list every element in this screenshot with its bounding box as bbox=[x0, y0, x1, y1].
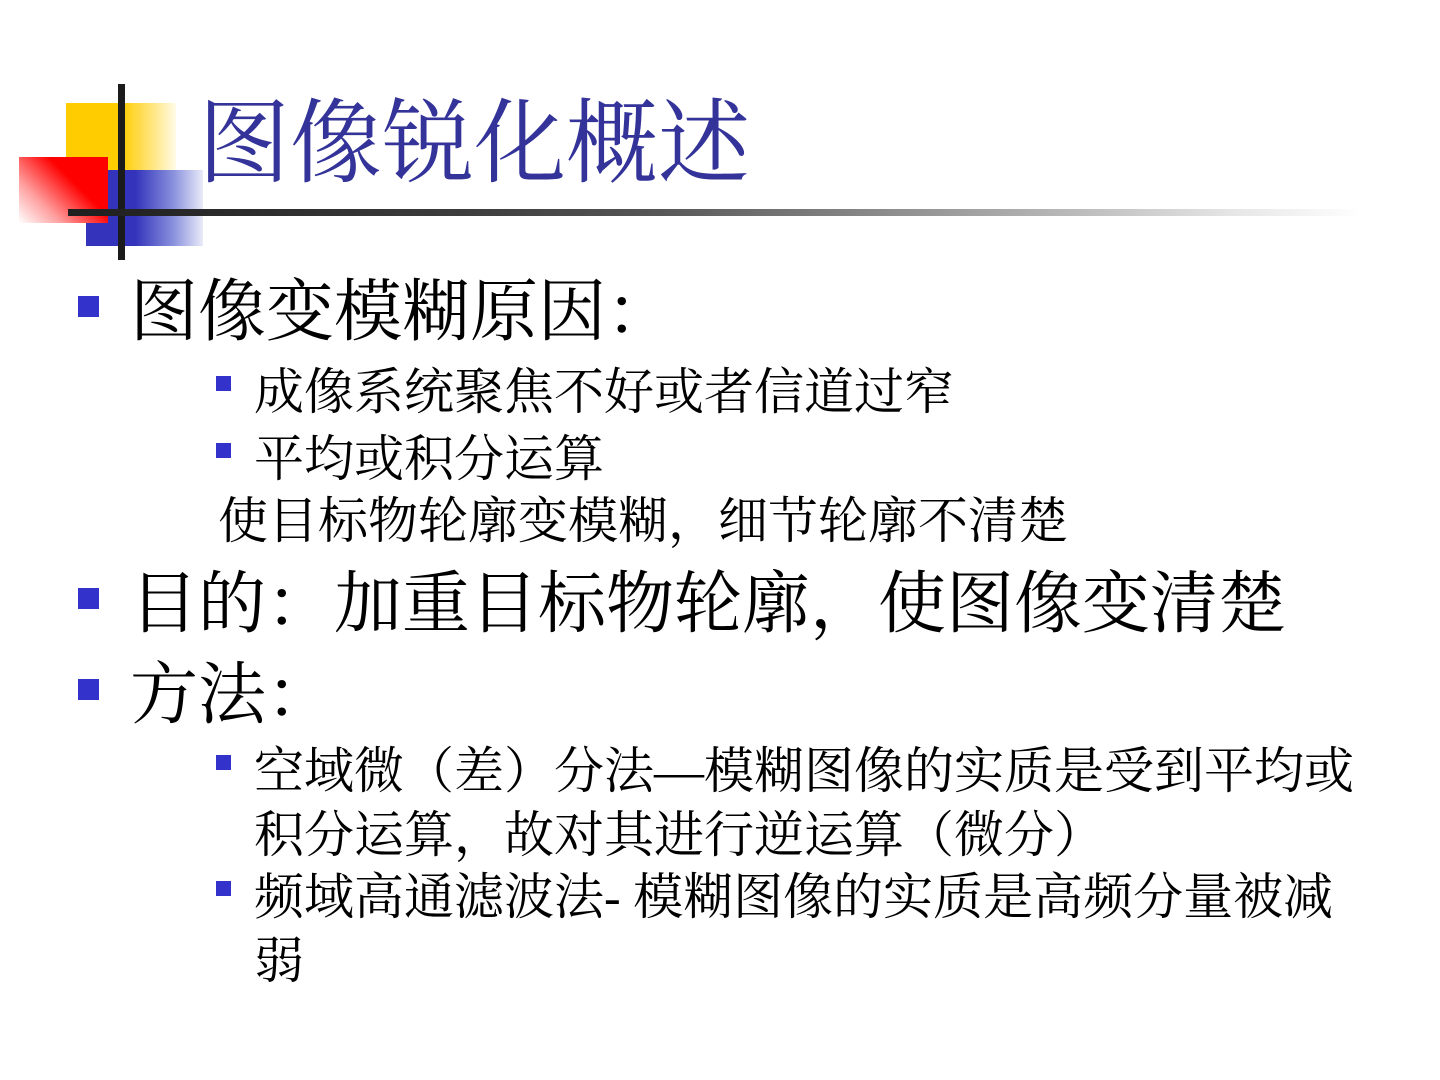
sub-bullet-item bbox=[0, 361, 1440, 425]
bullet-text: 目的：加重目标物轮廓，使图像变清楚 bbox=[130, 566, 1287, 642]
sub-bullet-item bbox=[0, 740, 1440, 867]
bullet-square-icon bbox=[78, 679, 99, 700]
slide-title: 图像锐化概述 bbox=[198, 93, 751, 195]
sub-bullet-text: 频域高通滤波法- 模糊图像的实质是高频分量被减弱 bbox=[254, 869, 1334, 989]
bullet-item bbox=[0, 564, 1440, 644]
continuation-line bbox=[0, 490, 1440, 554]
sub-bullet-text: 成像系统聚焦不好或者信道过窄 bbox=[254, 364, 954, 420]
bullet-square-icon bbox=[78, 296, 99, 317]
decor-vertical-line bbox=[118, 84, 125, 260]
bullet-item bbox=[0, 272, 1440, 352]
bullet-text: 图像变模糊原因： bbox=[130, 274, 675, 350]
continuation-text: 使目标物轮廓变模糊，细节轮廓不清楚 bbox=[218, 493, 1068, 549]
sub-bullet-text: 平均或积分运算 bbox=[254, 431, 604, 487]
bullet-square-icon bbox=[216, 881, 231, 896]
sub-bullet-item bbox=[0, 428, 1440, 492]
bullet-square-icon bbox=[216, 443, 231, 458]
sub-bullet-text: 空域微（差）分法—模糊图像的实质是受到平均或积分运算，故对其进行逆运算（微分） bbox=[254, 743, 1354, 863]
bullet-item bbox=[0, 655, 1440, 735]
bullet-square-icon bbox=[216, 755, 231, 770]
bullet-square-icon bbox=[78, 588, 99, 609]
bullet-square-icon bbox=[216, 376, 231, 391]
sub-bullet-item bbox=[0, 866, 1440, 993]
title-underline bbox=[68, 209, 1363, 216]
bullet-text: 方法： bbox=[130, 657, 335, 733]
